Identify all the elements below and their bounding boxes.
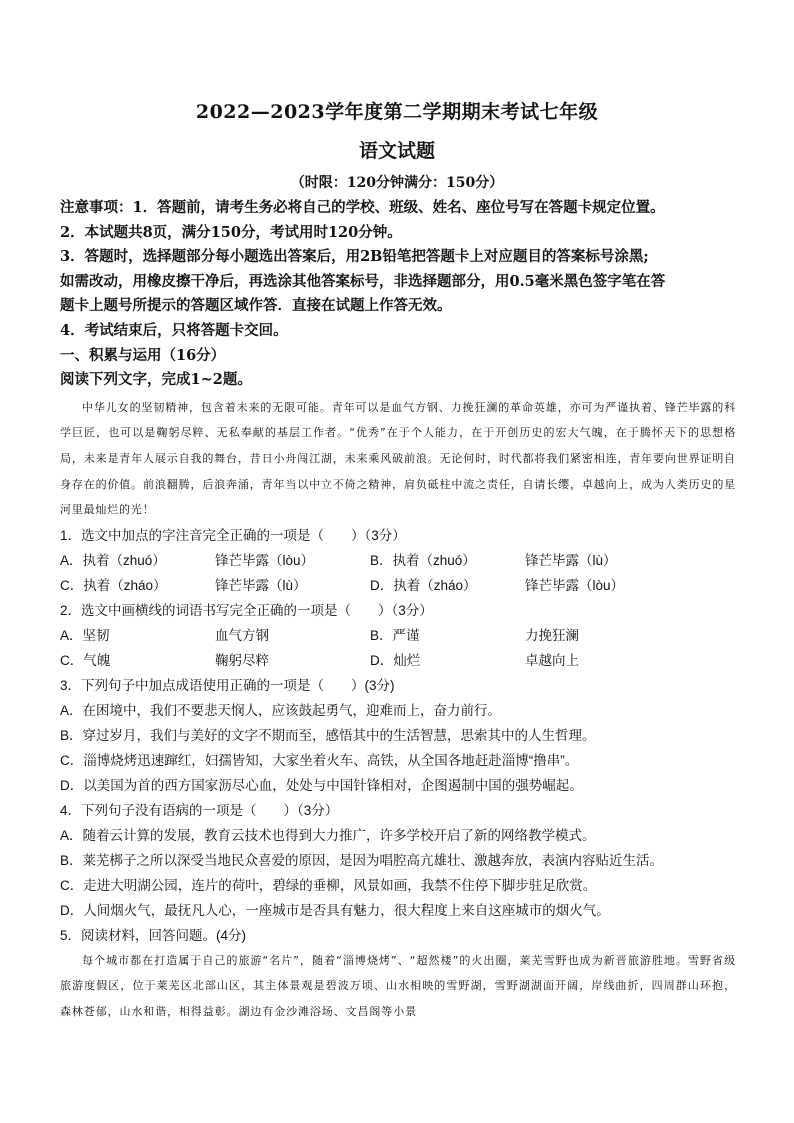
time-limit: （时限：120分钟满分：150分） (290, 175, 504, 191)
note-line: 如需改动，用橡皮擦干净后，再选涂其他答案标号，非选择题部分，用0.5毫米黑色签字笔在答 (60, 272, 666, 290)
note-line: 4．考试结束后，只将答题卡交回。 (60, 321, 288, 339)
reading-passage (60, 395, 736, 523)
option-c-term: 锋芒毕露（lù） (215, 577, 307, 593)
material-passage (60, 948, 736, 1025)
note-line: 题卡上题号所提示的答题区域作答．直接在试题上作答无效。 (60, 297, 452, 315)
option-row (60, 623, 736, 648)
option-b: B．执着（zhuó） (370, 552, 476, 568)
material-paragraph: 每个城市都在打造属于自己的旅游“名片”，随着“淄博烧烤”、“超然楼”的火出圈，莱芜雪野也成为新晋旅游胜地。雪野省级旅游度假区，位于莱芜区北部山区，其主体景观是碧波万顷、山水相映的雪野湖，雪野湖湖面开阔，岸线曲折，四周群山环抱，森林苍郁，山水和谐，相得益彰。湖边有金沙滩浴场、文昌阁等小景 (60, 953, 736, 1018)
option-d: D．执着（zháo） (370, 577, 477, 593)
option-d-term: 锋芒毕露（lòu） (525, 577, 625, 593)
note-line: 2．本试题共8页，满分150分，考试用时120分钟。 (60, 223, 402, 241)
option-d: D．灿烂 (370, 652, 421, 668)
option-line: D．人间烟火气，最抚凡人心，一座城市是否具有魅力，很大程度上来自这座城市的烟火气。 (60, 902, 610, 918)
exam-content (60, 196, 736, 1025)
question-stem: 2．选文中画横线的词语书写完全正确的一项是（ ）（3分） (60, 602, 433, 618)
option-a: A．坚韧 (60, 627, 110, 643)
question-stem: 1．选文中加点的字注音完全正确的一项是（ ）（3分） (60, 527, 406, 543)
option-c: C．执着（zháo） (60, 577, 167, 593)
option-line: D．以美国为首的西方国家沥尽心血，处处与中国针锋相对，企图遏制中国的强势崛起。 (60, 777, 583, 793)
option-d-term: 卓越向上 (525, 652, 579, 668)
option-line: B．莱芜梆子之所以深受当地民众喜爱的原因，是因为唱腔高亢雄壮、激越奔放，表演内容贴近生活。 (60, 852, 664, 868)
option-line: C．淄博烧烤迅速蹿红，妇孺皆知，大家坐着火车、高铁，从全国各地赶赴淄博“撸串”。 (60, 752, 579, 768)
option-row (60, 648, 736, 673)
passage-paragraph: 中华儿女的坚韧精神，包含着未来的无限可能。青年可以是血气方钢、力挽狂澜的革命英雄，亦可为严谨执着、锋芒毕露的科学巨匠，也可以是鞠躬尽粹、无私奉献的基层工作者。“优秀”在于个人能力，在于开创历史的宏大气魄，在于腾怀天下的思想格局，未来是青年人展示自我的舞台，昔日小舟闯江湖，未来乘风破前浪。无论何时，时代都将我们紧密相连，青年要向世界证明自身存在的价值。前浪翻腾，后浪奔涌，青年当以中立不倚之精神，肩负砥柱中流之责任，自请长缨，卓越向上，成为人类历史的星河里最灿烂的光！ (60, 400, 736, 517)
question-stem: 4．下列句子没有语病的一项是（ ）（3分） (60, 802, 339, 818)
option-line: C．走进大明湖公园，连片的荷叶，碧绿的垂柳，风景如画，我禁不住停下脚步驻足欣赏。 (60, 877, 597, 893)
option-row (60, 548, 736, 573)
option-row (60, 573, 736, 598)
question-stem: 3．下列句子中加点成语使用正确的一项是（ ）(3分) (60, 677, 395, 693)
option-a: A．执着（zhuó） (60, 552, 166, 568)
section-instruction: 阅读下列文字，完成1~2题。 (60, 371, 252, 389)
option-b-term: 锋芒毕露（lù） (525, 552, 617, 568)
option-b: B．严谨 (370, 627, 420, 643)
option-line: B．穿过岁月，我们与美好的文字不期而至，感悟其中的生活智慧，思索其中的人生哲理。 (60, 727, 596, 743)
option-a-term: 血气方钢 (215, 627, 269, 643)
option-b-term: 力挽狂澜 (525, 627, 579, 643)
section-heading: 一、积累与运用（16分） (60, 346, 226, 364)
exam-subtitle: 语文试题 (358, 140, 435, 162)
option-a-term: 锋芒毕露（lòu） (215, 552, 315, 568)
option-c-term: 鞠躬尽粹 (215, 652, 269, 668)
option-line: A．随着云计算的发展，教育云技术也得到大力推广，许多学校开启了新的网络教学模式。 (60, 827, 596, 843)
option-c: C．气魄 (60, 652, 111, 668)
exam-title: 2022—2023学年度第二学期期末考试七年级 (195, 101, 599, 123)
option-line: A．在困境中，我们不要悲天悯人，应该鼓起勇气，迎难而上，奋力前行。 (60, 702, 502, 718)
note-line: 注意事项：1．答题前，请考生务必将自己的学校、班级、姓名、座位号写在答题卡规定位置。 (60, 199, 665, 216)
question-stem: 5．阅读材料，回答问题。(4分) (60, 927, 247, 943)
note-line: 3．答题时，选择题部分每小题选出答案后，用2B铅笔把答题卡上对应题目的答案标号涂黑; (60, 248, 649, 266)
